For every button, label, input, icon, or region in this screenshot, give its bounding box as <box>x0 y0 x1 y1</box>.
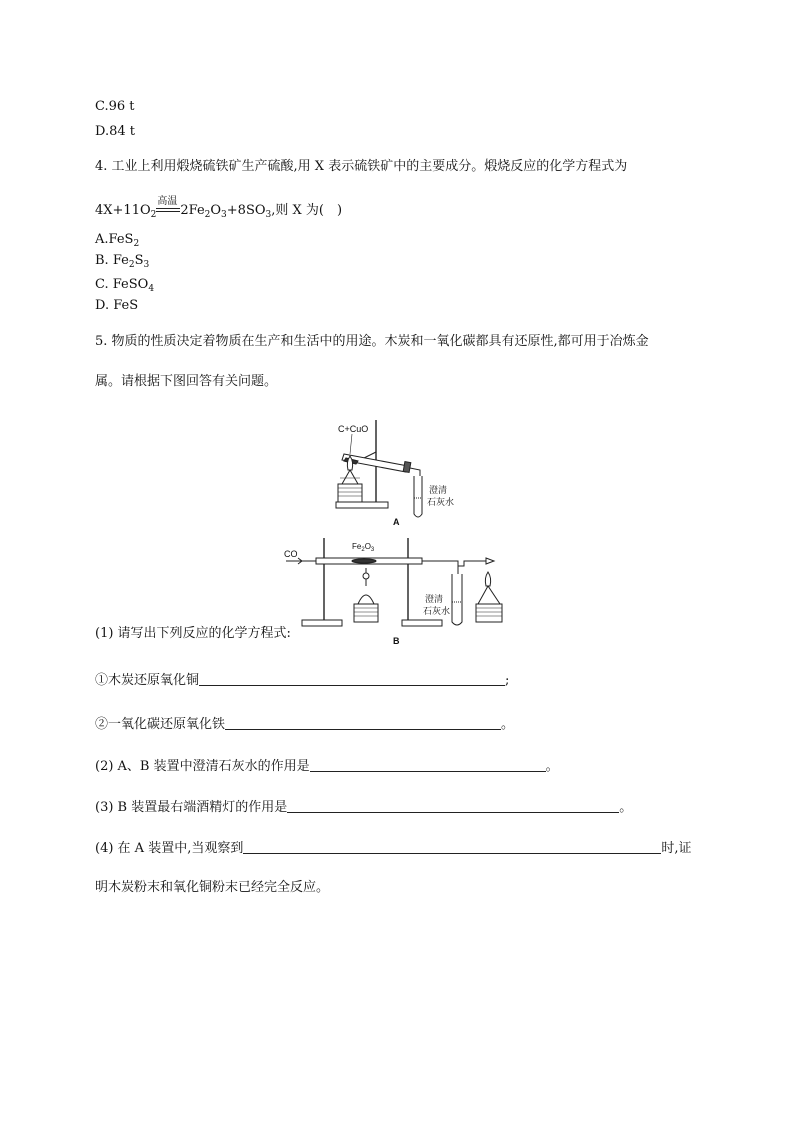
b-co-label: CO <box>284 549 298 559</box>
answer-blank-2[interactable] <box>310 758 546 772</box>
b-reagent-label: $Fe_2O_3$ <box>352 542 375 553</box>
option-a: A.FeS$_2$ <box>95 232 140 249</box>
answer-blank-3[interactable] <box>287 799 619 813</box>
a-limewater-label-2: 石灰水 <box>427 497 455 507</box>
b-limewater-label-2: 石灰水 <box>423 606 451 616</box>
apparatus-figure <box>280 418 520 650</box>
question-4-stem: 4. 工业上利用煅烧硫铁矿生产硫酸,用 X 表示硫铁矿中的主要成分。煅烧反应的化学方程式为 <box>95 159 628 174</box>
answer-blank-4[interactable] <box>243 840 661 854</box>
a-limewater-label-1: 澄清 <box>429 485 448 495</box>
question-5-stem-line2: 属。请根据下图回答有关问题。 <box>95 374 278 389</box>
sub-question-3: (3) B 装置最右端酒精灯的作用是 。 <box>95 800 633 815</box>
question-4-equation: $4X+11O_2$ 高温 $2Fe_2O_3+8SO_3$,则 X 为( ) <box>95 196 343 220</box>
sub-question-2: (2) A、B 装置中澄清石灰水的作用是 。 <box>95 759 559 774</box>
b-limewater-label-1: 澄清 <box>425 594 444 604</box>
answer-blank-1b[interactable] <box>225 716 501 730</box>
sub-question-4: (4) 在 A 装置中,当观察到 时,证 <box>95 841 692 856</box>
sub-question-1: (1) 请写出下列反应的化学方程式: <box>95 626 291 641</box>
figure-label-b: B <box>393 636 400 646</box>
apparatus-b <box>286 538 502 626</box>
question-5-stem-line1: 5. 物质的性质决定着物质在生产和生活中的用途。木炭和一氧化碳都具有还原性,都可用于冶炼金 <box>95 334 649 349</box>
sub-question-1b: ②一氧化碳还原氧化铁 。 <box>95 717 515 732</box>
option-d: D. FeS <box>95 298 139 313</box>
option-c-prev: C.96 t <box>95 99 135 114</box>
apparatus-a <box>336 420 422 517</box>
a-reagent-label: C+CuO <box>338 424 369 434</box>
option-c: C. FeSO$_4$ <box>95 277 155 294</box>
figure-label-a: A <box>393 517 400 527</box>
sub-question-4-line2: 明木炭粉末和氧化铜粉末已经完全反应。 <box>95 880 330 895</box>
sub-question-1a: ①木炭还原氧化铜 ; <box>95 673 510 688</box>
reaction-arrow: 高温 <box>156 208 180 215</box>
answer-blank-1a[interactable] <box>199 672 505 686</box>
option-b: B. $Fe_2S_3$ <box>95 253 150 270</box>
option-d-prev: D.84 t <box>95 124 135 139</box>
